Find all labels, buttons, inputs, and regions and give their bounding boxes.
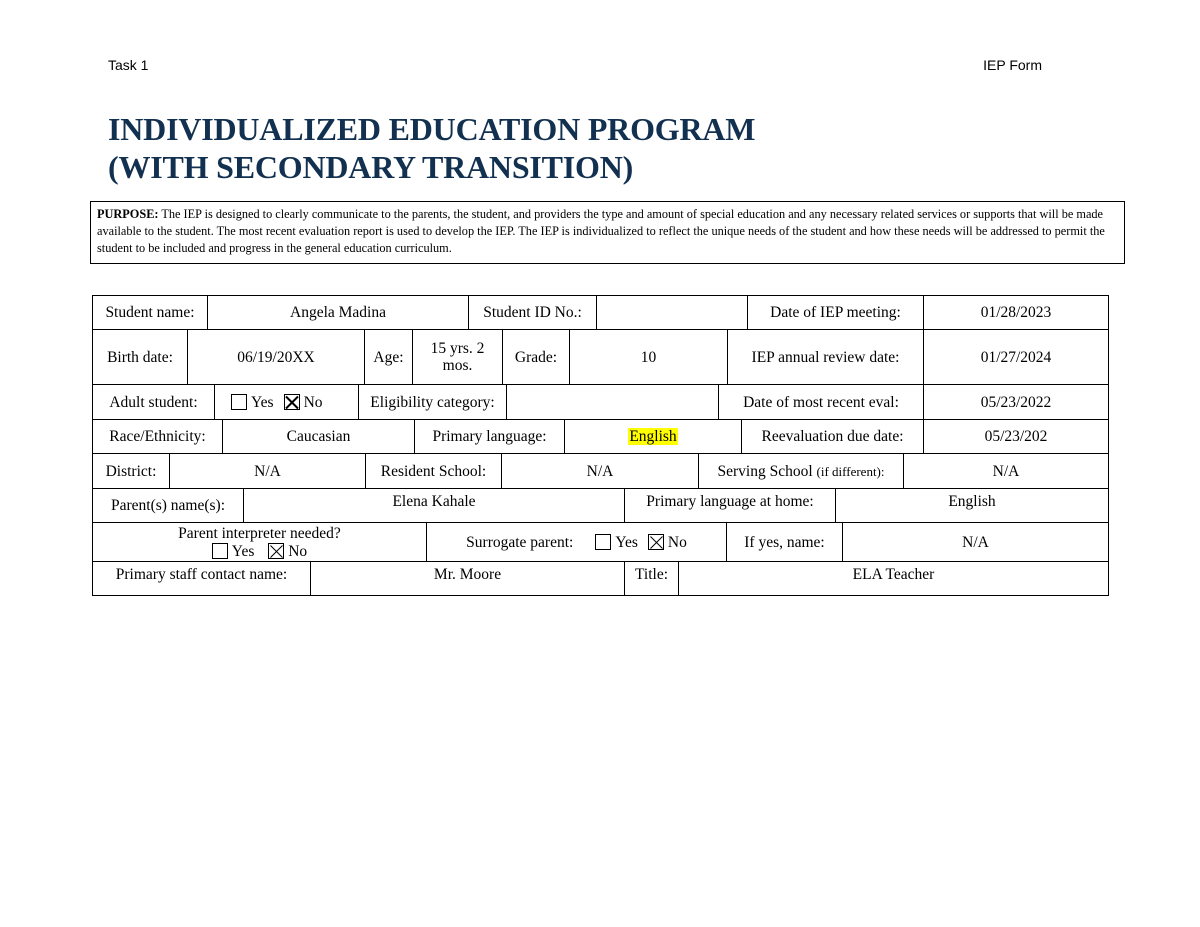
interpreter-yes-checkbox[interactable] <box>212 543 228 559</box>
staff-title-field[interactable]: ELA Teacher <box>679 562 1109 595</box>
interpreter-no-checkbox[interactable] <box>268 543 284 559</box>
district-label: District: <box>93 454 170 488</box>
if-yes-label: If yes, name: <box>727 523 843 561</box>
title-line-1: INDIVIDUALIZED EDUCATION PROGRAM <box>108 111 756 147</box>
surrogate-label: Surrogate parent: <box>466 533 574 551</box>
adult-yes-label: Yes <box>251 393 274 411</box>
interpreter-no-label: No <box>288 542 308 560</box>
resident-school-label: Resident School: <box>366 454 502 488</box>
surrogate-yes-checkbox[interactable] <box>595 534 611 550</box>
reeval-field[interactable]: 05/23/202 <box>924 420 1109 453</box>
title-line-2: (WITH SECONDARY TRANSITION) <box>108 149 634 185</box>
eligibility-field[interactable] <box>507 385 719 419</box>
adult-student-label: Adult student: <box>93 385 215 419</box>
student-info-form <box>92 295 1109 596</box>
annual-review-label: IEP annual review date: <box>728 330 924 384</box>
birth-date-field[interactable]: 06/19/20XX <box>188 330 365 384</box>
purpose-text: The IEP is designed to clearly communicate to the parents, the student, and providers the type and amount of special education and any necessary related services or supports that will be made available to the student. The most recent evaluation report is used to develop the IEP. The IEP is individualized to reflect the unique needs of the student and how these needs will be addressed to permit the student to be included and progress in the general education curriculum. <box>97 207 1105 255</box>
adult-no-checkbox[interactable] <box>284 394 300 410</box>
interpreter-label: Parent interpreter needed? <box>178 524 341 542</box>
page-header-left: Task 1 <box>108 57 149 73</box>
interpreter-options <box>212 543 307 560</box>
form-row-staff <box>93 562 1109 596</box>
purpose-box <box>90 201 1125 264</box>
eligibility-label: Eligibility category: <box>359 385 507 419</box>
parent-names-label: Parent(s) name(s): <box>93 489 244 522</box>
age-value-line-2: mos. <box>442 357 473 374</box>
birth-date-label: Birth date: <box>93 330 188 384</box>
page-header-right: IEP Form <box>983 57 1042 73</box>
grade-field[interactable]: 10 <box>570 330 728 384</box>
surrogate-yes-label: Yes <box>615 533 638 551</box>
interpreter-yes-label: Yes <box>231 542 255 560</box>
adult-yes-checkbox[interactable] <box>231 394 247 410</box>
form-row-parents <box>93 489 1109 523</box>
iep-meeting-field[interactable]: 01/28/2023 <box>924 296 1109 329</box>
district-field[interactable]: N/A <box>170 454 366 488</box>
form-row-race <box>93 420 1109 454</box>
primary-language-field[interactable] <box>565 420 742 453</box>
purpose-label: PURPOSE: <box>97 207 159 221</box>
form-row-birth <box>93 330 1109 385</box>
age-value-line-1: 15 yrs. 2 <box>430 340 485 357</box>
race-label: Race/Ethnicity: <box>93 420 223 453</box>
adult-no-label: No <box>303 393 323 411</box>
iep-meeting-label: Date of IEP meeting: <box>748 296 924 329</box>
student-id-label: Student ID No.: <box>469 296 597 329</box>
serving-school-note: (if different): <box>816 463 885 479</box>
home-language-label: Primary language at home: <box>625 489 836 522</box>
primary-language-label: Primary language: <box>415 420 565 453</box>
resident-school-field[interactable]: N/A <box>502 454 699 488</box>
race-field[interactable]: Caucasian <box>223 420 415 453</box>
parent-names-field[interactable]: Elena Kahale <box>244 489 625 522</box>
form-row-student <box>93 296 1109 330</box>
form-row-interpreter <box>93 523 1109 562</box>
reeval-label: Reevaluation due date: <box>742 420 924 453</box>
document-title <box>108 110 1108 186</box>
form-row-adult <box>93 385 1109 420</box>
staff-contact-field[interactable]: Mr. Moore <box>311 562 625 595</box>
adult-student-options <box>215 385 359 419</box>
if-yes-field[interactable]: N/A <box>843 523 1109 561</box>
surrogate-cell <box>427 523 727 561</box>
form-row-district <box>93 454 1109 489</box>
primary-language-value: English <box>629 428 677 445</box>
recent-eval-label: Date of most recent eval: <box>719 385 924 419</box>
recent-eval-field[interactable]: 05/23/2022 <box>924 385 1109 419</box>
interpreter-cell <box>93 523 427 561</box>
student-id-field[interactable] <box>597 296 748 329</box>
surrogate-no-label: No <box>667 533 687 551</box>
home-language-field[interactable]: English <box>836 489 1109 522</box>
student-name-label: Student name: <box>93 296 208 329</box>
staff-title-label: Title: <box>625 562 679 595</box>
age-label: Age: <box>365 330 413 384</box>
serving-school-label <box>699 454 904 488</box>
staff-contact-label: Primary staff contact name: <box>93 562 311 595</box>
annual-review-field[interactable]: 01/27/2024 <box>924 330 1109 384</box>
age-field[interactable] <box>413 330 503 384</box>
serving-school-label-text: Serving School <box>717 462 813 480</box>
surrogate-no-checkbox[interactable] <box>648 534 664 550</box>
student-name-field[interactable]: Angela Madina <box>208 296 469 329</box>
serving-school-field[interactable]: N/A <box>904 454 1109 488</box>
grade-label: Grade: <box>503 330 570 384</box>
